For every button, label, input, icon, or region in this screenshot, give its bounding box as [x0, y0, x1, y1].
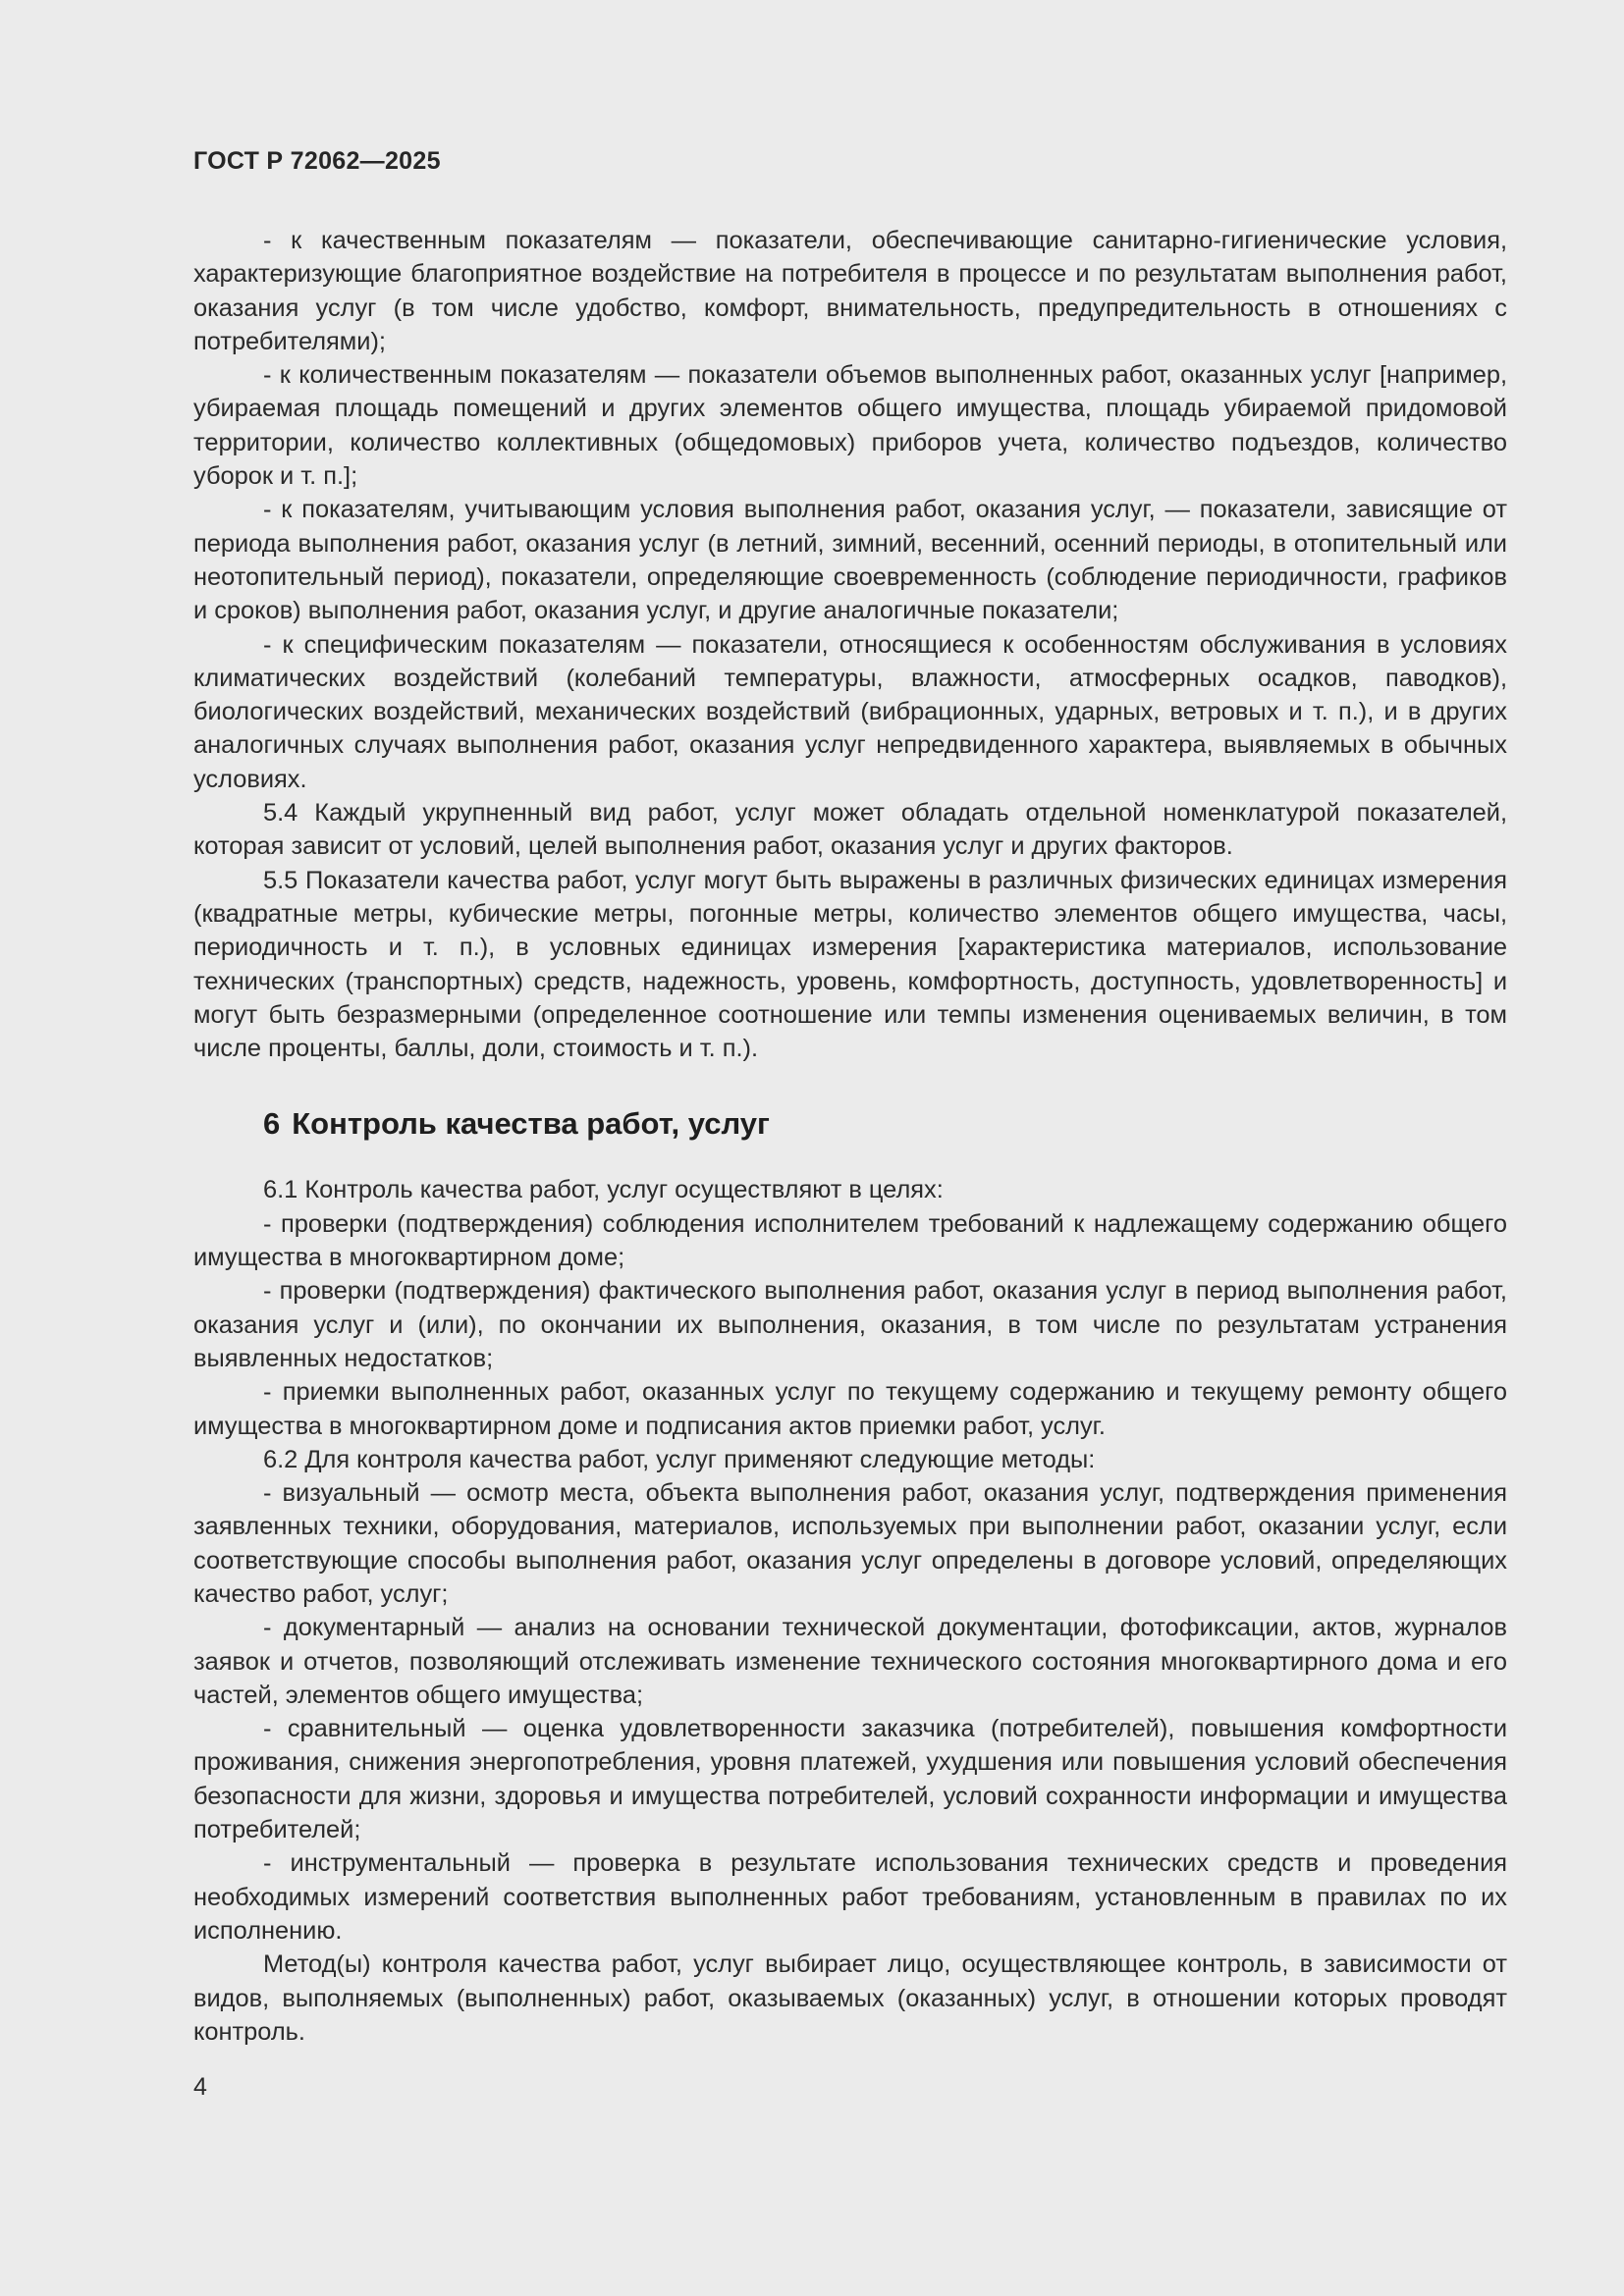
paragraphs-after-section [193, 1173, 1507, 2049]
paragraph-clause-5-4: 5.4 Каждый укрупненный вид работ, услуг может обладать отдельной номенклатурой показателей, которая зависит от условий, целей выполнения работ, оказания услуг и других факторов. [193, 799, 1507, 861]
paragraphs-before-section [193, 224, 1507, 1065]
section-heading [263, 1104, 1507, 1144]
section-number: 6 [263, 1106, 281, 1142]
paragraph-clause-6-1: 6.1 Контроль качества работ, услуг осуществляют в целях: [263, 1176, 944, 1204]
paragraph-method-comparative: - сравнительный — оценка удовлетворенности заказчика (потребителей), повышения комфортности проживания, снижения энергопотребления, уровня платежей, ухудшения или повышения условий обеспечения безопасности для жизни, здоровья и имущества потребителей, условий сохранности информации и имущества потребителей; [193, 1715, 1507, 1844]
paragraph-method-instrumental: - инструментальный — проверка в результате использования технических средств и проведения необходимых измерений соответствия выполненных работ требованиям, установленным в правилах по их исполнению. [193, 1849, 1507, 1945]
paragraph-clause-6-2: 6.2 Для контроля качества работ, услуг применяют следующие методы: [263, 1445, 1096, 1473]
paragraph-check-actual-performance: - проверки (подтверждения) фактического выполнения работ, оказания услуг в период выполнения работ, оказания услуг и (или), по окончании их выполнения, оказания, в том числе по результатам устранения выявленных недостатков; [193, 1277, 1507, 1372]
paragraph-method-visual: - визуальный — осмотр места, объекта выполнения работ, оказания услуг, подтверждения применения заявленных техники, оборудования, материалов, используемых при выполнении работ, оказании услуг, если соответствующие способы выполнения работ, оказания услуг определены в договоре условий, определяющих качество работ, услуг; [193, 1479, 1507, 1608]
paragraph-quantitative-indicators: - к количественным показателям — показатели объемов выполненных работ, оказанных услуг [например, убираемая площадь помещений и других элементов общего имущества, площадь убираемой придомовой территории, количество коллективных (общедомовых) приборов учета, количество подъездов, количество уборок и т. п.]; [193, 361, 1507, 491]
paragraph-method-selection: Метод(ы) контроля качества работ, услуг выбирает лицо, осуществляющее контроль, в зависимости от видов, выполняемых (выполненных) работ, оказываемых (оказанных) услуг, в отношении которых проводят контроль. [193, 1950, 1507, 2046]
paragraph-method-documentary: - документарный — анализ на основании технической документации, фотофиксации, актов, журналов заявок и отчетов, позволяющий отслеживать изменение технического состояния многоквартирного дома и его частей, элементов общего имущества; [193, 1614, 1507, 1709]
page-number: 4 [193, 2073, 207, 2101]
paragraph-check-requirements: - проверки (подтверждения) соблюдения исполнителем требований к надлежащему содержанию общего имущества в многоквартирном доме; [193, 1209, 1507, 1272]
document-body [193, 224, 1507, 2049]
paragraph-acceptance: - приемки выполненных работ, оказанных услуг по текущему содержанию и текущему ремонту общего имущества в многоквартирном доме и подписания актов приемки работ, услуг. [193, 1378, 1507, 1440]
paragraph-specific-indicators: - к специфическим показателям — показатели, относящиеся к особенностям обслуживания в условиях климатических воздействий (колебаний температуры, влажности, атмосферных осадков, паводков), биологических воздействий, механических воздействий (вибрационных, ударных, ветровых и т. п.), и в других аналогичных случаях выполнения работ, оказания услуг непредвиденного характера, выявляемых в обычных условиях. [193, 630, 1507, 793]
paragraph-clause-5-5: 5.5 Показатели качества работ, услуг могут быть выражены в различных физических единицах измерения (квадратные метры, кубические метры, погонные метры, количество элементов общего имущества, часы, периодичность и т. п.), в условных единицах измерения [характеристика материалов, использование технических (транспортных) средств, надежность, уровень, комфортность, доступность, удовлетворенность] и могут быть безразмерными (определенное соотношение или темпы изменения оцениваемых величин, в том числе проценты, баллы, доли, стоимость и т. п.). [193, 866, 1507, 1063]
paragraph-qualitative-indicators: - к качественным показателям — показатели, обеспечивающие санитарно-гигиенические условия, характеризующие благоприятное воздействие на потребителя в процессе и по результатам выполнения работ, оказания услуг (в том числе удобство, комфорт, внимательность, предупредительность в отношениях с потребителями); [193, 227, 1507, 355]
section-title-text: Контроль качества работ, услуг [292, 1106, 770, 1142]
paragraph-condition-indicators: - к показателям, учитывающим условия выполнения работ, оказания услуг, — показатели, зависящие от периода выполнения работ, оказания услуг (в летний, зимний, весенний, осенний периоды, в отопительный или неотопительный период), показатели, определяющие своевременность (соблюдение периодичности, графиков и сроков) выполнения работ, оказания услуг, и другие аналогичные показатели; [193, 496, 1507, 625]
document-code-header: ГОСТ Р 72062—2025 [193, 147, 441, 175]
